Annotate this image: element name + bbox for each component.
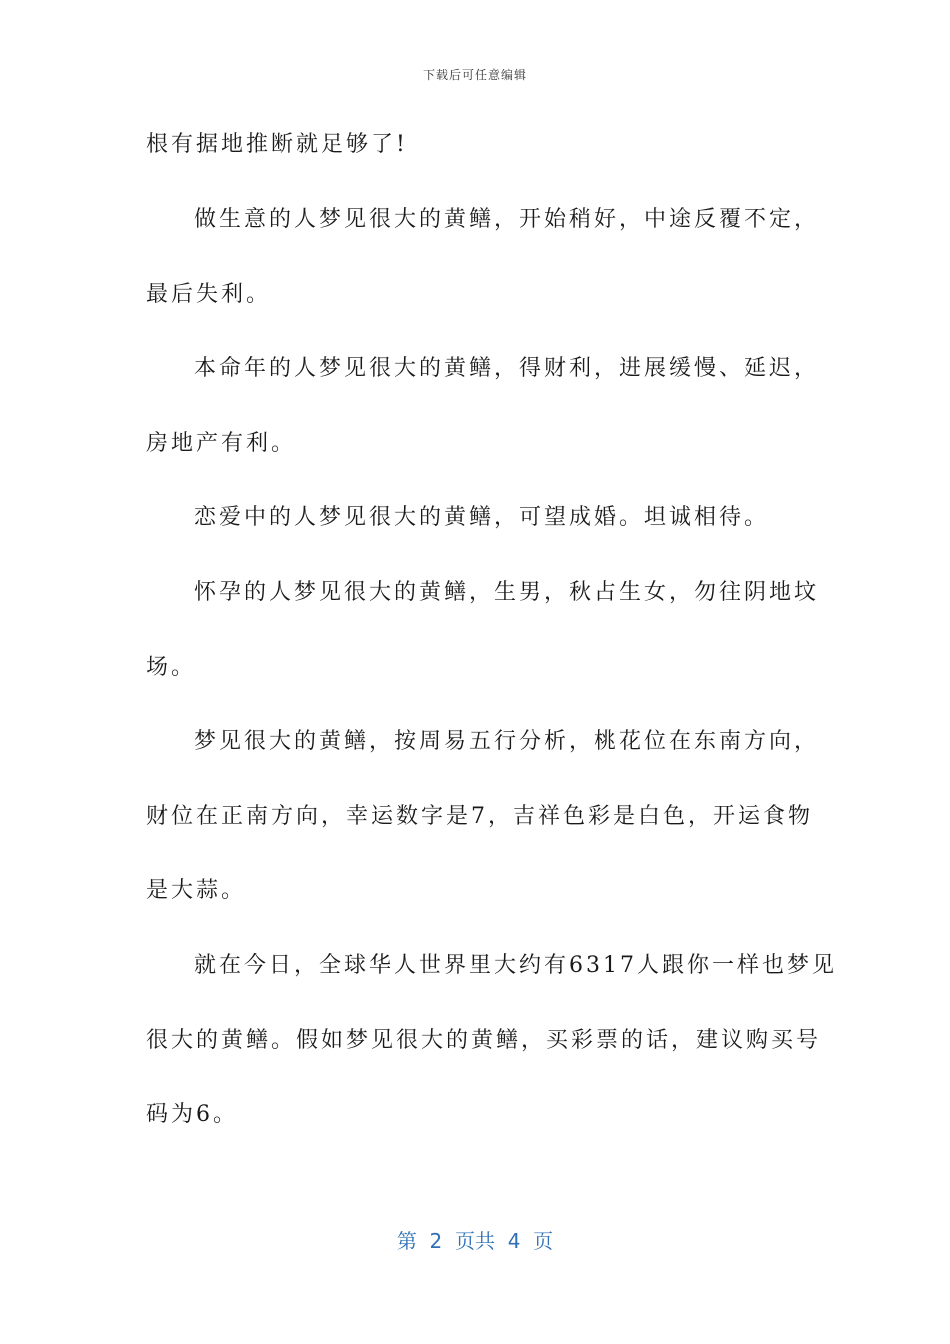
text-line: 财位在正南方向，幸运数字是7，吉祥色彩是白色，开运食物 bbox=[146, 804, 813, 829]
text-line: 恋爱中的人梦见很大的黄鳝，可望成婚。坦诚相待。 bbox=[194, 505, 770, 530]
text-line: 房地产有利。 bbox=[146, 431, 297, 456]
page-number-footer: 第 2 页共 4 页 bbox=[396, 1229, 554, 1253]
text-line: 做生意的人梦见很大的黄鳝，开始稍好，中途反覆不定， bbox=[194, 207, 820, 232]
text-line: 码为6。 bbox=[146, 1102, 238, 1127]
text-line: 梦见很大的黄鳝，按周易五行分析，桃花位在东南方向， bbox=[194, 729, 820, 754]
text-line: 场。 bbox=[146, 655, 197, 680]
text-line: 是大蒜。 bbox=[146, 878, 247, 903]
text-line: 最后失利。 bbox=[146, 282, 272, 307]
header-note: 下载后可任意编辑 bbox=[422, 68, 527, 82]
text-line: 怀孕的人梦见很大的黄鳝，生男，秋占生女，勿往阴地坟 bbox=[194, 580, 820, 605]
text-line: 很大的黄鳝。假如梦见很大的黄鳝，买彩票的话，建议购买号 bbox=[146, 1028, 822, 1053]
text-line: 根有据地推断就足够了! bbox=[146, 132, 408, 157]
text-line: 就在今日，全球华人世界里大约有6317人跟你一样也梦见 bbox=[194, 953, 837, 978]
text-line: 本命年的人梦见很大的黄鳝，得财利，进展缓慢、延迟， bbox=[194, 356, 820, 381]
